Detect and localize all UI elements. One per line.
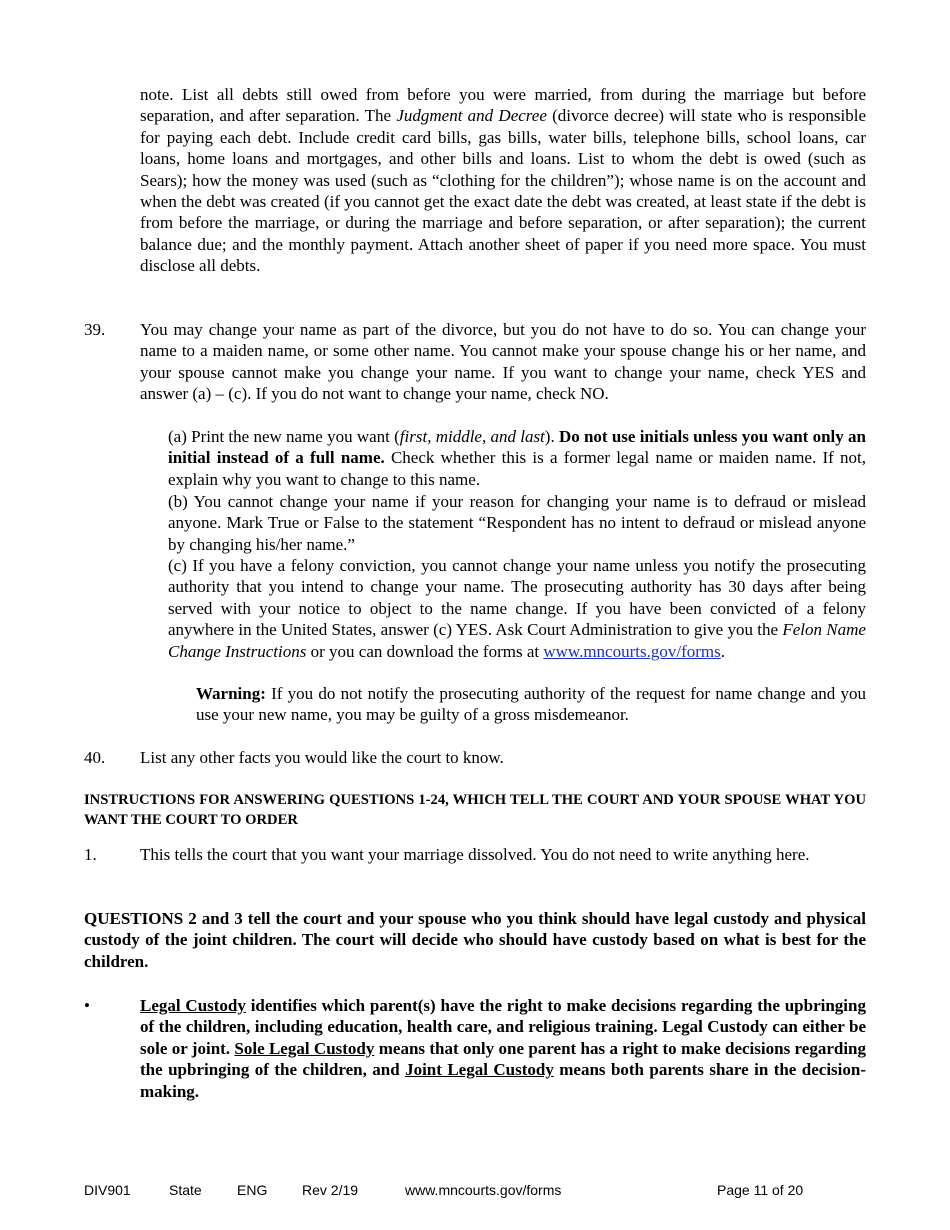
item-39a-italic: first, middle, and last [399,427,545,446]
legal-custody-text2: means that only one parent has a right to make decisions regarding the upbringing of the children, and [140,1038,866,1080]
footer-language: ENG [237,1182,268,1198]
warning-label: Warning: [196,684,266,703]
item-39a-lead: (a) Print the new name you want ( [168,427,400,446]
mncourts-forms-link[interactable]: www.mncourts.gov/forms [543,641,721,661]
felon-instructions-title: Felon Name Change Instructions [168,620,866,661]
item-40-text: List any other facts you would like the court to know. [140,748,504,767]
footer-revision: Rev 2/19 [302,1182,359,1198]
item-39a-bold-warning: Do not use initials unless you want only an initial instead of a full name. [168,427,866,468]
page-footer [0,1180,950,1200]
judgment-decree-title: Judgment and Decree [396,106,547,126]
item-1-number: 1. [84,845,97,864]
legal-custody-text1: identifies which parent(s) have the right to make decisions regarding the upbringing of the children, including education, health care, and religious training. Legal Custody can either be sole or joint. [140,996,866,1058]
joint-legal-custody-term: Joint Legal Custody [405,1060,554,1080]
legal-custody-definition [140,995,866,1102]
sole-legal-custody-term: Sole Legal Custody [234,1038,375,1058]
item-39a-tail: Check whether this is a former legal name or maiden name. If not, explain why you want to change to this name. [168,448,866,489]
footer-url: www.mncourts.gov/forms [405,1182,562,1198]
debts-text-part1: note. List all debts still owed from before you were married, from during the marriage but before separation, and after separation. The [140,85,866,126]
legal-custody-term: Legal Custody [140,996,246,1015]
item-39c-lead: (c) If you have a felony conviction, you cannot change your name unless you notify the prosecuting authority that you intend to change your name. The prosecuting authority has 30 days after being served with your notice to object to the name change. If you have been convicted of a felony anywhere in the United States, answer (c) YES. Ask Court Administration to give you the [168,556,866,640]
item-39c-mid: or you can download the forms at [306,641,544,661]
instructions-heading: INSTRUCTIONS FOR ANSWERING QUESTIONS 1-24, WHICH TELL THE COURT AND YOUR SPOUSE WHAT YOU WANT THE COURT TO ORDER [84,792,866,828]
item-1-text: This tells the court that you want your marriage dissolved. You do not need to write anything here. [140,845,810,864]
debts-text-part2: (divorce decree) will state who is responsible for paying each debt. Include credit card bills, gas bills, water bills, telephone bills, school loans, car loans, home loans and mortgages, and other bills and loans. List to whom the debt is owed (such as Sears); how the money was used (such as “clothing for the children”); whose name is on the account and when the debt was created (if you cannot get the exact date the debt was created, at least state if the debt is from before the marriage, or during the marriage and before separation, or after separation); the current balance due; and the monthly payment. Attach another sheet of paper if you need more space. You must disclose all debts. [140,106,866,276]
name-change-warning [196,683,866,726]
item-39c-tail: . [720,641,725,661]
item-39c-text [168,555,866,662]
item-39-text: You may change your name as part of the divorce, but you do not have to do so. You can change your name to a maiden name, or some other name. You cannot make your spouse change his or her name, and your spouse cannot make you change your name. If you want to change your name, check YES and answer (a) – (c). If you do not want to change your name, check NO. [140,320,866,404]
footer-form-id: DIV901 [84,1182,131,1198]
legal-custody-text3: means both parents share in the decision-making. [140,1060,866,1101]
debts-instructions-paragraph [140,84,866,277]
bullet-icon: • [84,996,90,1015]
item-39a-mid: ). [544,427,559,446]
item-39a-text [168,426,866,490]
item-39b-text: (b) You cannot change your name if your reason for changing your name is to defraud or mislead anyone. Mark True or False to the statement “Respondent has no intent to defraud or mislead anyone by changing his/her name.” [168,492,866,554]
footer-jurisdiction: State [169,1182,202,1198]
item-40-number: 40. [84,748,106,767]
footer-page-number: Page 11 of 20 [717,1182,804,1198]
warning-text: If you do not notify the prosecuting authority of the request for name change and you use your new name, you may be guilty of a gross misdemeanor. [196,684,866,725]
item-39-number: 39. [84,320,106,339]
questions-2-3-heading: QUESTIONS 2 and 3 tell the court and your spouse who you think should have legal custody and physical custody of the joint children. The court will decide who should have custody based on what is best for the children. [84,909,866,971]
